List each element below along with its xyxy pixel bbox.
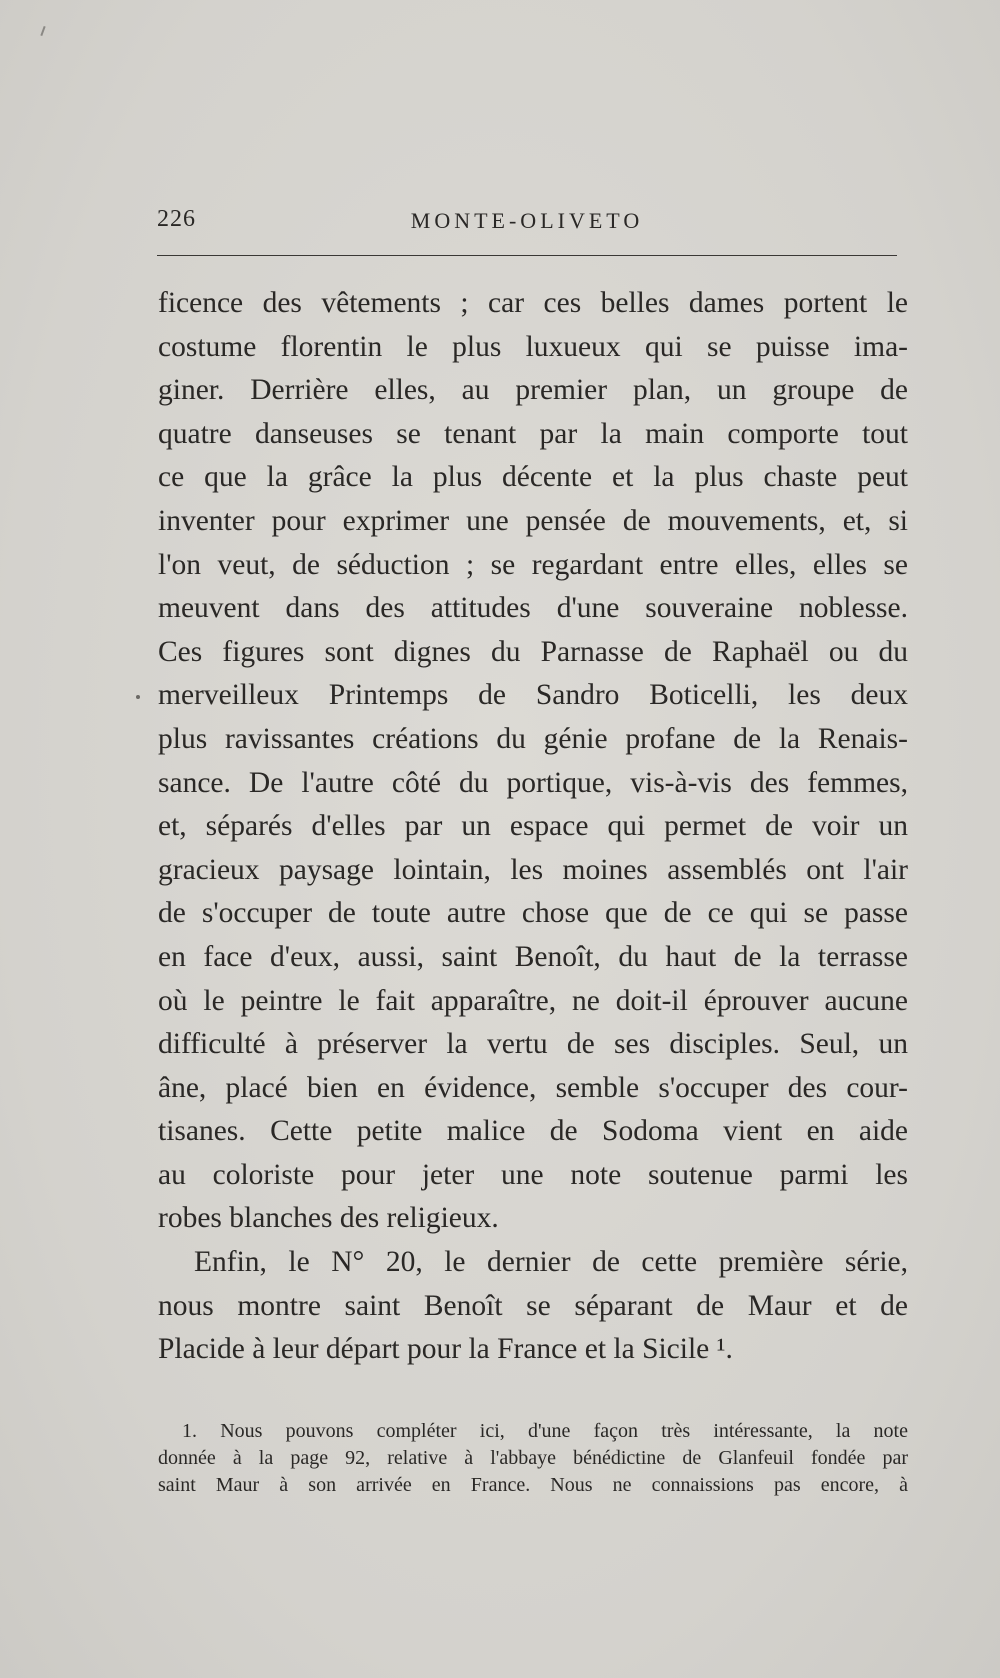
body-line: Ces figures sont dignes du Parnasse de Raphaël ou du — [158, 635, 908, 668]
body-line: nous montre saint Benoît se séparant de Maur et de — [158, 1289, 908, 1322]
body-line: meuvent dans des attitudes d'une souveraine noblesse. — [158, 592, 908, 625]
body-line: ficence des vêtements ; car ces belles dames portent le — [158, 287, 908, 319]
body-text — [158, 282, 908, 1372]
paper-mark — [40, 26, 45, 36]
body-line: tisanes. Cette petite malice de Sodoma vient en aide — [158, 1115, 908, 1148]
body-line: gracieux paysage lointain, les moines assemblés ont l'air — [158, 853, 908, 886]
body-line: plus ravissantes créations du génie profane de la Renais- — [158, 722, 908, 755]
body-line: giner. Derrière elles, au premier plan, un groupe de — [158, 374, 908, 407]
footnote-line: 1. Nous pouvons compléter ici, d'une façon très intéressante, la note — [182, 1420, 908, 1442]
footnote — [158, 1418, 908, 1499]
body-line: inventer pour exprimer une pensée de mouvements, et, si — [158, 504, 908, 537]
stray-ink-dot — [136, 695, 140, 699]
header-rule — [157, 255, 897, 256]
paragraph-start-line: Enfin, le N° 20, le dernier de cette première série, — [194, 1246, 908, 1279]
page-header — [157, 206, 897, 240]
page-number: 226 — [157, 206, 196, 232]
body-line: au coloriste pour jeter une note soutenue parmi les — [158, 1158, 908, 1191]
body-line: ce que la grâce la plus décente et la plus chaste peut — [158, 461, 908, 494]
body-line: de s'occuper de toute autre chose que de ce qui se passe — [158, 897, 908, 930]
body-line: où le peintre le fait apparaître, ne doit-il éprouver aucune — [158, 984, 908, 1017]
body-line: en face d'eux, aussi, saint Benoît, du haut de la terrasse — [158, 940, 908, 973]
running-title: MONTE-OLIVETO — [410, 208, 644, 233]
body-line: et, séparés d'elles par un espace qui permet de voir un — [158, 810, 908, 843]
body-line: costume florentin le plus luxueux qui se puisse ima- — [158, 330, 908, 363]
body-line: l'on veut, de séduction ; se regardant entre elles, elles se — [158, 548, 908, 581]
body-line: robes blanches des religieux. — [158, 1202, 499, 1235]
body-line: âne, placé bien en évidence, semble s'occuper des cour- — [158, 1071, 908, 1104]
body-line: Placide à leur départ pour la France et la Sicile ¹. — [158, 1333, 733, 1366]
footnote-line: donnée à la page 92, relative à l'abbaye bénédictine de Glanfeuil fondée par — [158, 1447, 908, 1469]
body-line: sance. De l'autre côté du portique, vis-à-vis des femmes, — [158, 766, 908, 799]
footnote-line: saint Maur à son arrivée en France. Nous ne connaissions pas encore, à — [158, 1474, 908, 1496]
body-line: quatre danseuses se tenant par la main comporte tout — [158, 417, 908, 450]
body-line: merveilleux Printemps de Sandro Boticelli, les deux — [158, 679, 908, 712]
body-line: difficulté à préserver la vertu de ses disciples. Seul, un — [158, 1028, 908, 1061]
